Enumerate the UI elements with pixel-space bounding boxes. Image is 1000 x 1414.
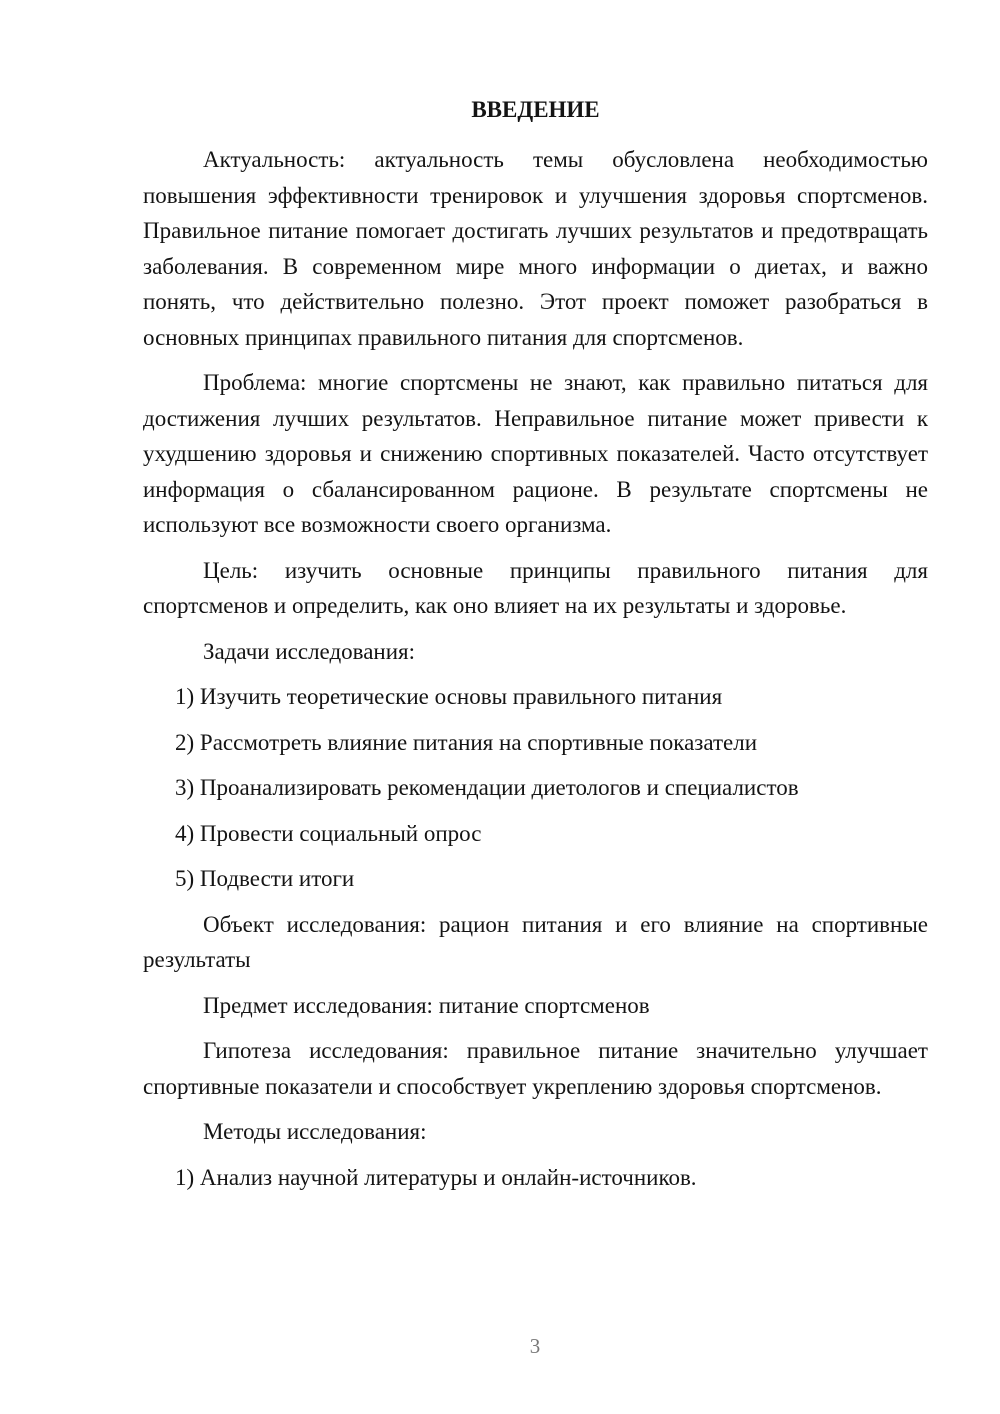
- paragraph-goal: Цель: изучить основные принципы правильного питания для спортсменов и определить, как оно влияет на их результаты и здоровье.: [143, 557, 928, 618]
- page-number: 3: [529, 1334, 541, 1358]
- document-body: [143, 142, 928, 1205]
- list-item: 3) Проанализировать рекомендации диетологов и специалистов: [175, 775, 799, 800]
- list-item: 5) Подвести итоги: [175, 866, 355, 891]
- paragraph-problem: Проблема: многие спортсмены не знают, как правильно питаться для достижения лучших результатов. Неправильное питание может привести к ухудшению здоровья и снижению спортивных показателей. Часто отсутствует информация о сбалансированном рационе. В результате спортсмены не используют все возможности своего организма.: [143, 370, 928, 537]
- list-item: 2) Рассмотреть влияние питания на спортивные показатели: [175, 729, 758, 755]
- list-item: 1) Изучить теоретические основы правильного питания: [175, 684, 723, 709]
- list-item: 1) Анализ научной литературы и онлайн-источников.: [175, 1164, 697, 1190]
- tasks-list: [143, 679, 928, 897]
- paragraph-hypothesis: Гипотеза исследования: правильное питание значительно улучшает спортивные показатели и способствует укреплению здоровья спортсменов.: [143, 1038, 928, 1099]
- paragraph-subject: Предмет исследования: питание спортсменов: [203, 992, 650, 1018]
- methods-list: [143, 1160, 928, 1196]
- paragraph-relevance: Актуальность: актуальность темы обусловлена необходимостью повышения эффективности тренировок и улучшения здоровья спортсменов. Правильное питание помогает достигать лучших результатов и предотвращать заболевания. В современном мире много информации о диетах, и важно понять, что действительно полезно. Этот проект поможет разобраться в основных принципах правильного питания для спортсменов.: [143, 147, 928, 350]
- tasks-title: Задачи исследования:: [203, 638, 416, 664]
- paragraph-object: Объект исследования: рацион питания и его влияние на спортивные результаты: [143, 911, 928, 972]
- list-item: 4) Провести социальный опрос: [175, 820, 482, 846]
- section-heading: ВВЕДЕНИЕ: [471, 97, 600, 122]
- methods-title: Методы исследования:: [203, 1119, 427, 1144]
